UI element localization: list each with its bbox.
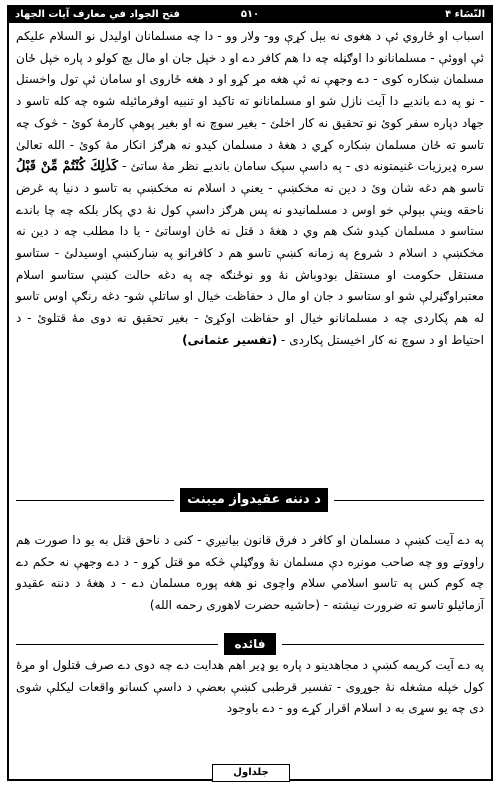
law-text: په دے آيت کښې د مسلمان او کافر د فرق قانون بيانيږي - کنی د ناحق قتل به يو دا صورت هم راووتے وو چه صاحب مونږه دې مسلمان نۀ ووګڼلې څکه مو قتل کړو - د دے وجهې نه حکم دے چه کوم کس په تاسو اسلامي سلام واچوی نو هغه پوره مسلمان دے - د هغۀ د دننه عقيدو آزمائيلو تاسو ته ضرورت نيشته - (حاشيه حضرت لاهوری رحمه الله) — [16, 533, 484, 613]
heading-rule-left — [16, 500, 174, 501]
page-number: ۵۱۰ — [240, 9, 260, 20]
book-title: فتح الجواد في معارف آيات الجهاد — [15, 9, 180, 20]
faida-section — [16, 655, 484, 720]
page-header — [9, 7, 491, 23]
faida-heading: فائده — [224, 633, 276, 655]
commentary-text-a: اسباب او ځاروي ئې د هغوی نه بېل کړې وو- ولار وو - دا چه مسلمانان اوليدل نو السلام عليکم ئې اووئې - مسلمانانو دا اوګڼله چه دا هم کافر دے او د خپل جان او مال بچ کولو د پاره خپل ځان مسلمان ښکاره کوی - دے وجهې نه ئې هغه مړ کړو او د هغه ځاروی او سامان ئې تول واخستل - نو په دے بانديے دا آيت نازل شو او مسلمانانو ته تاکيد او تنبيه اوفرمائيله شوه چه کله تاسو د جهاد دپاره سفر کوئ نو تحقيق نه کار اخلئ - بغير سوچ نه او بغير پوهې کارمۀ کوئ - څوک چه تاسو ته ځان مسلمان ښکاره کړي د هغۀ د مسلمان کيدو نه هرګز انکار مۀ کوئ - الله تعالیٰ سره ډيرزيات غنيمتونه دی - په داسې سپک سامان بانديے نظر مۀ ساتئ - — [16, 29, 484, 174]
law-section — [16, 530, 484, 617]
surah-name: النّسَاء ۴ — [445, 9, 485, 20]
faida-text: په دے آيت کريمه کښې د مجاهدينو د پاره يو ډير اهم هدايت دے چه دوی دے صرف قتلول او مړۀ کول خپله مشغله نۀ جوړوی - تفسير قرطبی کښې بعضې د داسې کسانو واقعات ليکلې شوی دی چه يو سړی به د اسلام اقرار کړے وو - دے باوجود — [16, 658, 484, 716]
commentary-text-b: تاسو هم دغه شان وئ د دين نه مخکښې - يعنې د اسلام نه مخکښې به تاسو د دنيا په غرض ناحقه وينې بېولې خو اوس د مسلمانيدو نه پس هرګز داسې کول نۀ دي پکار بلکه چه چا باندے ستاسو د مسلمان کيدو شک هم وي د هغۀ د قتل نه ځان اوساتئ - يا دا مطلب چه د دين نه مخکښې د اسلام د شروع په زمانه کښې تاسو هم د کافرانو په ښارکښې اوسيدلئ - ستاسو مستقل حکومت او مستقل بودوباش نۀ وو نوځنګه چه په دغه حالت کښې ستاسو اسلام معتبراوګڼرلې شو او ستاسو د جان او مال د حفاظت خيال او ساتلې شو- دغه رنګې اوس تاسو له هم پکاردی چه د مسلمانانو خيال او حفاظت اوکړئ - بغير تحقيق نه دوی مۀ قتلوئ - د احتياط او د سوچ نه کار اخيستل پکاردی - — [16, 180, 484, 347]
commentary-section — [16, 26, 484, 352]
faida-rule-right — [282, 644, 484, 645]
volume-label: جلداول — [212, 764, 290, 782]
faida-rule-left — [16, 644, 218, 645]
section-heading: د دننه عقيدواز ميبنت ضروری نۀ دے — [180, 488, 328, 512]
citation: (تفسير عثمانی) — [182, 332, 278, 347]
heading-rule-right — [334, 500, 484, 501]
arabic-quote: كَذٰلِكَ كُنْتُمْ مِّنْ قَبْلُ — [16, 159, 119, 175]
